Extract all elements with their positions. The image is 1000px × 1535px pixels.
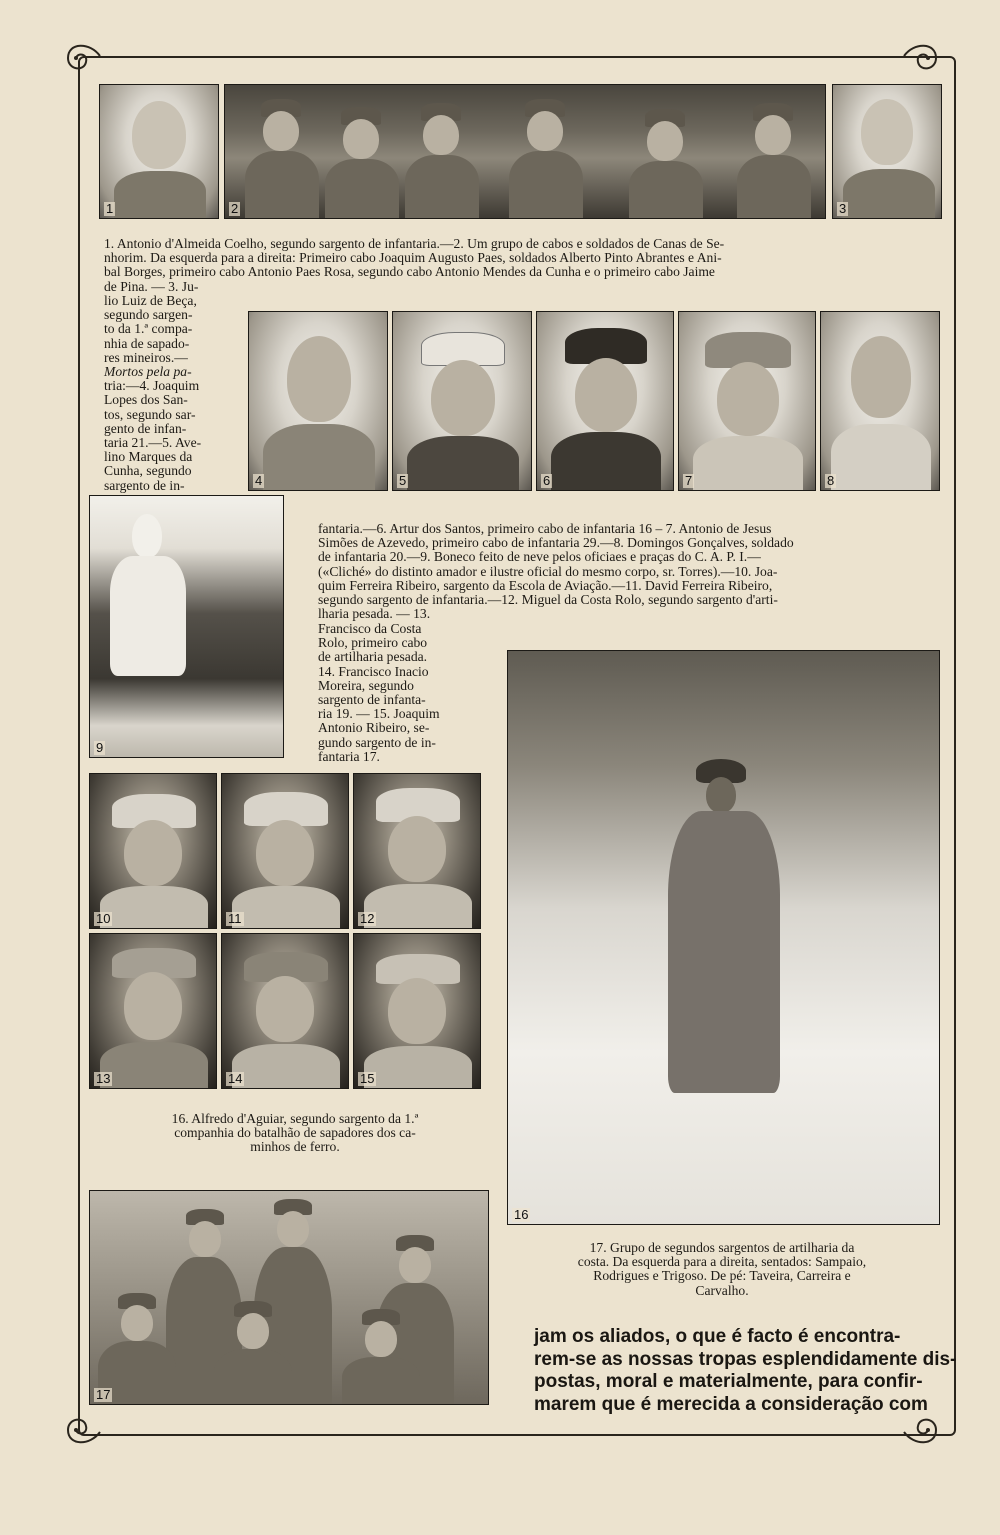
portrait-photo-15 [353, 933, 481, 1089]
ornament-corner-top-right [898, 38, 944, 84]
photo-number-10: 10 [96, 911, 111, 926]
portrait-photo-14 [221, 933, 349, 1089]
soldier-in-snow-photo-16 [507, 650, 940, 1225]
photo-number-7: 7 [685, 473, 693, 488]
portrait-photo-4 [248, 311, 388, 491]
photo-number-3: 3 [839, 201, 847, 216]
photo-number-12: 12 [360, 911, 375, 926]
portrait-photo-11 [221, 773, 349, 929]
caption-left-column: lio Luiz de Beça, segundo sargen- to da 1.ª compa- nhia de sapado- res mineiros.— Mortos pela pa- tria:—4. Joaquim Lopes dos San- tos, segundo sar- gento de infan- taria 21.—5. Ave- lino Marques da Cunha, segundo sargento de in- [104, 293, 202, 493]
group-photo-17 [89, 1190, 489, 1405]
photo-number-11: 11 [228, 911, 242, 926]
photo-number-13: 13 [96, 1071, 111, 1086]
portrait-photo-12 [353, 773, 481, 929]
photo-number-1: 1 [106, 201, 114, 216]
portrait-photo-5 [392, 311, 532, 491]
ornament-corner-top-left [60, 38, 106, 84]
photo-number-2: 2 [231, 201, 239, 216]
snowman-photo-9 [89, 495, 284, 758]
portrait-photo-6 [536, 311, 674, 491]
photo-number-4: 4 [255, 473, 263, 488]
portrait-photo-1 [99, 84, 219, 219]
photo-number-6: 6 [543, 473, 551, 488]
caption-narrow: Francisco da Costa Rolo, primeiro cabo de artilharia pesada. 14. Francisco Inacio Moreira, segundo sargento de infanta- ria 19. — 15. Joaquim Antonio Ribeiro, se- gundo sargento de in- fantaria 17. [318, 621, 440, 764]
portrait-photo-8 [820, 311, 940, 491]
ornament-corner-bottom-left [60, 1404, 106, 1450]
portrait-photo-7 [678, 311, 816, 491]
photo-number-16: 16 [514, 1207, 529, 1222]
caption-17: 17. Grupo de segundos sargentos de artilharia da costa. Da esquerda para a direita, sentados: Sampaio, Rodrigues e Trigoso. De pé: Taveira, Carreira e Carvalho. [577, 1240, 867, 1298]
caption-16: 16. Alfredo d'Aguiar, segundo sargento da 1.ª companhia do batalhão de sapadores dos ca- minhos de ferro. [171, 1111, 419, 1155]
portrait-photo-10 [89, 773, 217, 929]
photo-number-14: 14 [228, 1071, 243, 1086]
caption-middle: fantaria.—6. Artur dos Santos, primeiro cabo de infantaria 16 – 7. Antonio de Jesus Simões de Azevedo, primeiro cabo de infantaria 29.—8. Domingos Gonçalves, soldado de infantaria 20.—9. Boneco feito de neve pelos oficiaes e praças do C. A. P. I.— («Cliché» do distinto amador e ilustre oficial do mesmo corpo, sr. Torres).—10. Joa- quim Ferreira Ribeiro, sargento da Escola de Aviação.—11. David Ferreira Ribeiro, segundo sargento de infantaria.—12. Miguel da Costa Rolo, segundo sargento d'arti- lharia pesada. — 13. [318, 521, 794, 622]
photo-number-8: 8 [827, 473, 835, 488]
article-body-text: jam os aliados, o que é facto é encontra- rem-se as nossas tropas esplendidamente dis- postas, moral e materialmente, para confir- marem que é merecida a consideração com [534, 1326, 957, 1415]
portrait-photo-3 [832, 84, 942, 219]
portrait-photo-13 [89, 933, 217, 1089]
group-photo-2 [224, 84, 826, 219]
photo-number-5: 5 [399, 473, 407, 488]
photo-number-9: 9 [96, 740, 104, 755]
photo-number-15: 15 [360, 1071, 375, 1086]
caption-top: 1. Antonio d'Almeida Coelho, segundo sargento de infantaria.—2. Um grupo de cabos e soldados de Canas de Se- nhorim. Da esquerda para a direita: Primeiro cabo Joaquim Augusto Paes, soldados Alberto Pinto Abrantes e Ani- bal Borges, primeiro cabo Antonio Paes Rosa, segundo cabo Antonio Mendes da Cunha e o primeiro cabo Jaime de Pina. — 3. Ju- [104, 236, 725, 294]
photo-number-17: 17 [96, 1387, 111, 1402]
